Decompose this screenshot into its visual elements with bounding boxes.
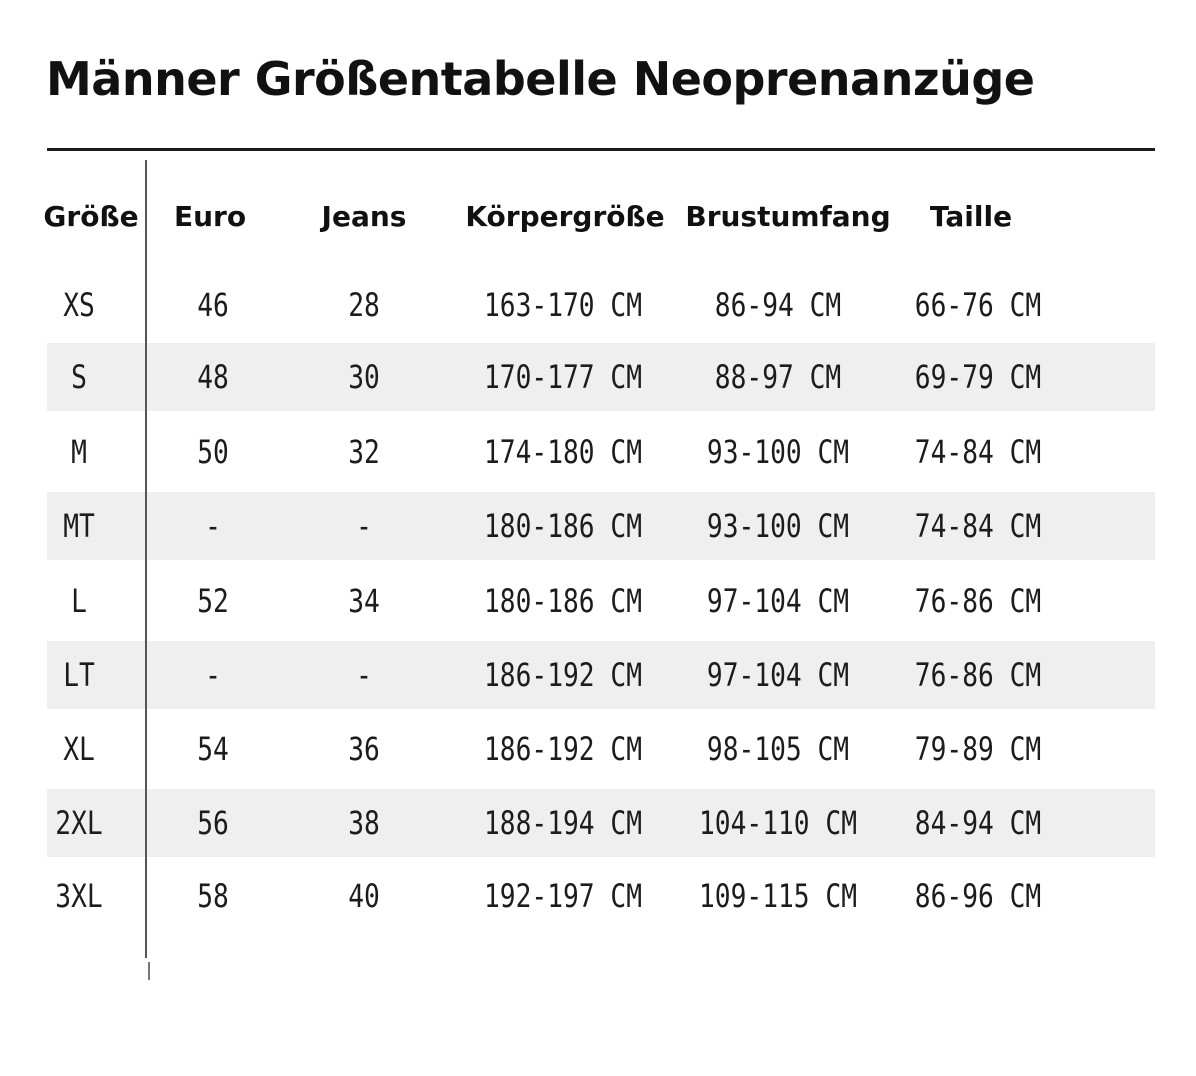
table-row	[47, 715, 1155, 783]
cell-groesse: M	[71, 433, 87, 471]
cell-koerpergroesse: 186-192 CM	[484, 730, 642, 768]
cell-brustumfang: 93-100 CM	[706, 507, 850, 545]
cell-groesse: XS	[63, 286, 95, 324]
header-koerpergroesse: Körpergröße	[465, 200, 665, 233]
header-groesse: Größe	[43, 200, 139, 233]
cell-brustumfang: 109-115 CM	[699, 877, 857, 915]
cell-groesse: L	[71, 582, 87, 620]
cell-groesse: LT	[63, 656, 95, 694]
cell-jeans: 32	[348, 433, 380, 471]
cell-jeans: 40	[348, 877, 380, 915]
cell-taille: 69-79 CM	[914, 358, 1042, 396]
cell-koerpergroesse: 192-197 CM	[484, 877, 642, 915]
cell-brustumfang: 97-104 CM	[706, 656, 850, 694]
header-jeans: Jeans	[321, 200, 407, 233]
cell-groesse: MT	[63, 507, 95, 545]
cell-jeans: 30	[348, 358, 380, 396]
cell-euro: 52	[197, 582, 229, 620]
cell-jeans: -	[356, 507, 372, 545]
cell-taille: 74-84 CM	[914, 507, 1042, 545]
table-row	[47, 641, 1155, 709]
cell-taille: 79-89 CM	[914, 730, 1042, 768]
header-brustumfang: Brustumfang	[685, 200, 891, 233]
header-euro: Euro	[173, 200, 247, 233]
cell-groesse: XL	[63, 730, 95, 768]
cell-brustumfang: 104-110 CM	[699, 804, 857, 842]
table-row	[47, 271, 1155, 339]
cell-koerpergroesse: 180-186 CM	[484, 507, 642, 545]
cell-koerpergroesse: 163-170 CM	[484, 286, 642, 324]
cell-jeans: 38	[348, 804, 380, 842]
table-row	[47, 418, 1155, 486]
cell-koerpergroesse: 188-194 CM	[484, 804, 642, 842]
cell-euro: -	[205, 507, 221, 545]
cell-taille: 74-84 CM	[914, 433, 1042, 471]
cell-brustumfang: 98-105 CM	[706, 730, 850, 768]
cell-euro: 56	[197, 804, 229, 842]
cell-koerpergroesse: 174-180 CM	[484, 433, 642, 471]
cell-euro: 46	[197, 286, 229, 324]
table-header	[0, 200, 1196, 246]
cell-koerpergroesse: 180-186 CM	[484, 582, 642, 620]
cell-jeans: 28	[348, 286, 380, 324]
cell-koerpergroesse: 170-177 CM	[484, 358, 642, 396]
cell-brustumfang: 97-104 CM	[706, 582, 850, 620]
cell-taille: 84-94 CM	[914, 804, 1042, 842]
cell-groesse: 2XL	[55, 804, 103, 842]
cell-euro: 54	[197, 730, 229, 768]
cell-groesse: 3XL	[55, 877, 103, 915]
cell-euro: -	[205, 656, 221, 694]
table-row	[47, 492, 1155, 560]
cell-brustumfang: 88-97 CM	[714, 358, 842, 396]
cell-taille: 76-86 CM	[914, 582, 1042, 620]
page-title: Männer Größentabelle Neoprenanzüge	[46, 52, 1035, 106]
header-taille: Taille	[929, 200, 1013, 233]
column-divider	[145, 160, 147, 958]
table-row	[47, 343, 1155, 411]
cell-jeans: 34	[348, 582, 380, 620]
cell-koerpergroesse: 186-192 CM	[484, 656, 642, 694]
cell-euro: 58	[197, 877, 229, 915]
divider-tick	[148, 962, 150, 980]
cell-brustumfang: 86-94 CM	[714, 286, 842, 324]
cell-euro: 48	[197, 358, 229, 396]
table-row	[47, 789, 1155, 857]
cell-jeans: -	[356, 656, 372, 694]
cell-taille: 66-76 CM	[914, 286, 1042, 324]
title-underline	[47, 148, 1155, 151]
cell-brustumfang: 93-100 CM	[706, 433, 850, 471]
cell-euro: 50	[197, 433, 229, 471]
cell-groesse: S	[71, 358, 87, 396]
cell-jeans: 36	[348, 730, 380, 768]
table-row	[47, 862, 1155, 930]
cell-taille: 86-96 CM	[914, 877, 1042, 915]
cell-taille: 76-86 CM	[914, 656, 1042, 694]
table-row	[47, 567, 1155, 635]
